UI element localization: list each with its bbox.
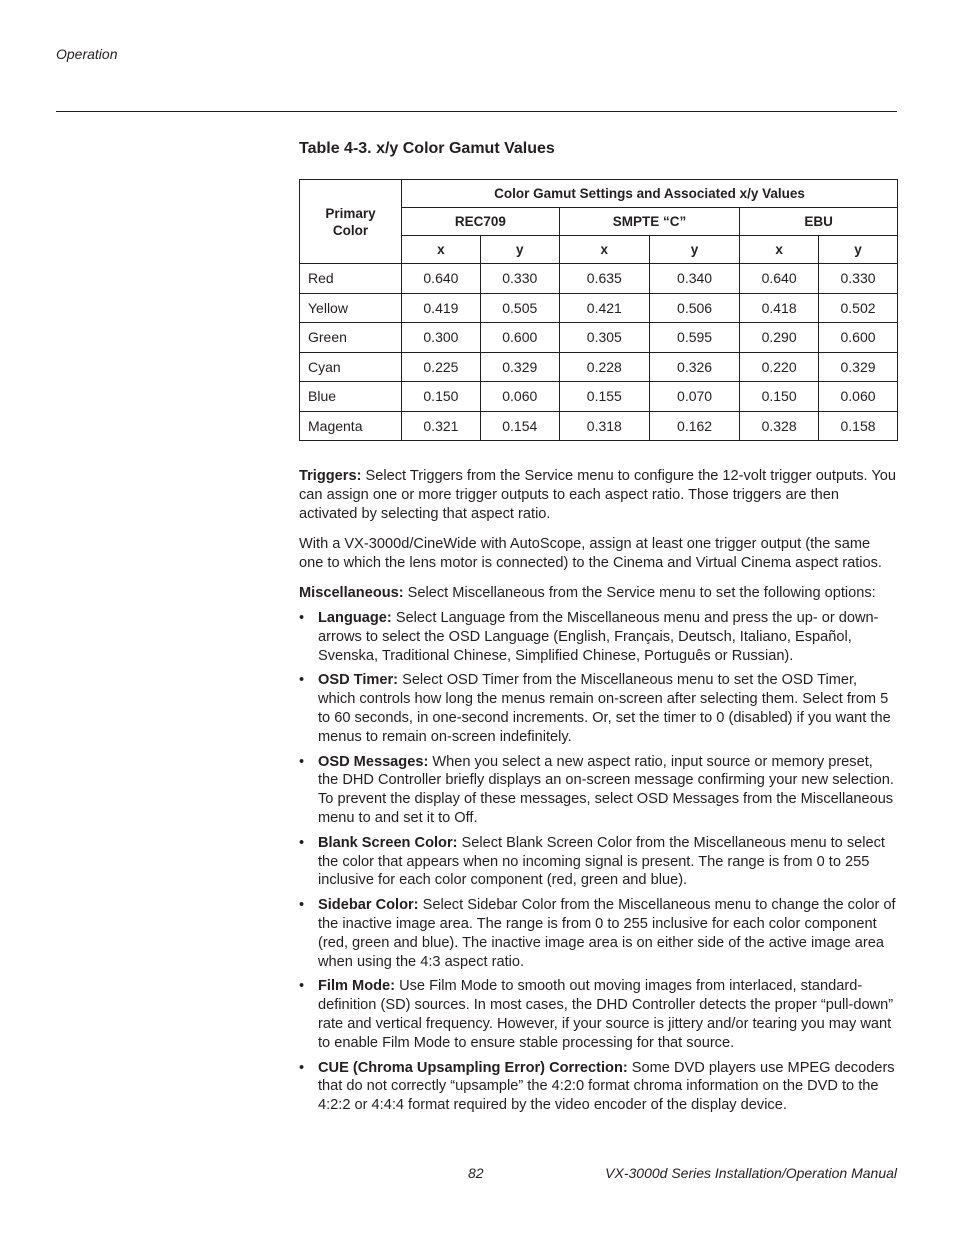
color-name-cell: Magenta xyxy=(300,411,402,441)
color-name-cell: Green xyxy=(300,323,402,353)
value-cell: 0.635 xyxy=(559,264,649,294)
value-cell: 0.418 xyxy=(740,293,819,323)
list-item xyxy=(299,753,897,828)
table-row xyxy=(300,411,898,441)
value-cell: 0.318 xyxy=(559,411,649,441)
standard-header-rec709: REC709 xyxy=(402,208,560,236)
option-text: Select Blank Screen Color from the Miscellaneous menu to select the color that appears when no incoming signal is present. The range is from 0 to 255 inclusive for each color component (red, green and blue). xyxy=(318,834,885,889)
axis-header: y xyxy=(819,236,898,264)
value-cell: 0.305 xyxy=(559,323,649,353)
running-header: Operation xyxy=(56,46,118,62)
axis-header: x xyxy=(402,236,481,264)
color-gamut-table xyxy=(299,179,898,441)
list-item xyxy=(299,977,897,1052)
table-row xyxy=(300,352,898,382)
option-label: Film Mode: xyxy=(318,978,396,995)
bullet-icon: • xyxy=(299,753,305,770)
value-cell: 0.154 xyxy=(480,411,559,441)
page-number: 82 xyxy=(468,1165,484,1181)
bullet-icon: • xyxy=(299,610,305,626)
value-cell: 0.502 xyxy=(819,293,898,323)
option-label: Sidebar Color: xyxy=(318,897,419,914)
axis-header: y xyxy=(649,236,739,264)
option-label: OSD Messages: xyxy=(318,753,429,770)
color-name-cell: Yellow xyxy=(300,293,402,323)
value-cell: 0.419 xyxy=(402,293,481,323)
standard-header-smpte-c: SMPTE “C” xyxy=(559,208,740,236)
table-caption: Table 4-3. x/y Color Gamut Values xyxy=(299,140,555,157)
standard-header-ebu: EBU xyxy=(740,208,898,236)
option-text: Some DVD players use MPEG decoders that do not correctly “upsample” the 4:2:0 format chroma information on the DVD to the 4:2:2 or 4:4:4 format required by the video encoder of the display device. xyxy=(318,1059,895,1114)
value-cell: 0.329 xyxy=(480,352,559,382)
value-cell: 0.290 xyxy=(740,323,819,353)
value-cell: 0.506 xyxy=(649,293,739,323)
option-label: Language: xyxy=(318,610,392,626)
value-cell: 0.600 xyxy=(480,323,559,353)
bullet-icon: • xyxy=(299,834,305,851)
value-cell: 0.070 xyxy=(649,382,739,412)
color-name-cell: Red xyxy=(300,264,402,294)
value-cell: 0.330 xyxy=(819,264,898,294)
value-cell: 0.060 xyxy=(819,382,898,412)
page-content xyxy=(299,140,897,1121)
primary-color-header-line2: Color xyxy=(332,222,369,238)
gamut-group-header: Color Gamut Settings and Associated x/y Values xyxy=(402,180,898,208)
option-label: CUE (Chroma Upsampling Error) Correction: xyxy=(318,1059,628,1076)
value-cell: 0.150 xyxy=(740,382,819,412)
triggers-text: Select Triggers from the Service menu to configure the 12-volt trigger outputs. You can assign one or more trigger outputs to each aspect ratio. Those triggers are then activated by selecting that aspect ratio. xyxy=(299,468,897,522)
value-cell: 0.158 xyxy=(819,411,898,441)
primary-color-header-line1: Primary xyxy=(325,205,376,221)
value-cell: 0.228 xyxy=(559,352,649,382)
axis-header: x xyxy=(559,236,649,264)
option-label: OSD Timer: xyxy=(318,672,399,689)
list-item xyxy=(299,609,897,665)
value-cell: 0.329 xyxy=(819,352,898,382)
option-text: Select Sidebar Color from the Miscellaneous menu to change the color of the inactive image area. The range is from 0 to 255 inclusive for each color component (red, green and blue). The inactive image area is on either side of the active image area when using the 4:3 aspect ratio. xyxy=(318,897,896,970)
color-name-cell: Cyan xyxy=(300,352,402,382)
bullet-icon: • xyxy=(299,1059,305,1076)
table-row xyxy=(300,264,898,294)
miscellaneous-paragraph xyxy=(299,584,897,603)
table-row xyxy=(300,382,898,412)
value-cell: 0.162 xyxy=(649,411,739,441)
bullet-icon: • xyxy=(299,897,305,914)
axis-header: y xyxy=(480,236,559,264)
value-cell: 0.640 xyxy=(402,264,481,294)
value-cell: 0.640 xyxy=(740,264,819,294)
color-name-cell: Blue xyxy=(300,382,402,412)
cinewide-paragraph: With a VX-3000d/CineWide with AutoScope, assign at least one trigger output (the same one to which the lens motor is connected) to the Cinema and Virtual Cinema aspect ratios. xyxy=(299,536,882,571)
manual-title: VX-3000d Series Installation/Operation Manual xyxy=(605,1165,897,1181)
value-cell: 0.300 xyxy=(402,323,481,353)
table-row xyxy=(300,323,898,353)
header-divider xyxy=(56,111,897,112)
value-cell: 0.225 xyxy=(402,352,481,382)
miscellaneous-label: Miscellaneous: xyxy=(299,585,404,601)
bullet-icon: • xyxy=(299,672,305,689)
value-cell: 0.326 xyxy=(649,352,739,382)
axis-header: x xyxy=(740,236,819,264)
miscellaneous-text: Select Miscellaneous from the Service menu to set the following options: xyxy=(403,585,876,601)
option-text: Select Language from the Miscellaneous menu and press the up- or down-arrows to select the OSD Language (English, Français, Deutsch, Italiano, Español, Svenska, Traditional Chinese, Simplified Chinese, Português or Russian). xyxy=(318,610,879,664)
value-cell: 0.321 xyxy=(402,411,481,441)
value-cell: 0.150 xyxy=(402,382,481,412)
option-text: Use Film Mode to smooth out moving images from interlaced, standard-definition (SD) sources. In most cases, the DHD Controller detects the proper “pull-down” rate and vertical frequency. However, if your source is jittery and/or tearing you may want to enable Film Mode to ensure stable processing for that source. xyxy=(318,978,894,1051)
value-cell: 0.060 xyxy=(480,382,559,412)
value-cell: 0.505 xyxy=(480,293,559,323)
value-cell: 0.328 xyxy=(740,411,819,441)
value-cell: 0.330 xyxy=(480,264,559,294)
value-cell: 0.155 xyxy=(559,382,649,412)
value-cell: 0.421 xyxy=(559,293,649,323)
value-cell: 0.220 xyxy=(740,352,819,382)
list-item xyxy=(299,896,897,971)
list-item xyxy=(299,834,897,890)
options-list xyxy=(299,609,897,1115)
value-cell: 0.595 xyxy=(649,323,739,353)
list-item xyxy=(299,1059,897,1115)
value-cell: 0.600 xyxy=(819,323,898,353)
table-row xyxy=(300,293,898,323)
triggers-label: Triggers: xyxy=(299,468,362,484)
triggers-paragraph xyxy=(299,467,897,524)
primary-color-header xyxy=(300,180,402,264)
bullet-icon: • xyxy=(299,978,305,995)
option-text: When you select a new aspect ratio, input source or memory preset, the DHD Controller briefly displays an on-screen message confirming your new selection. To prevent the display of these messages, select OSD Messages from the Miscellaneous menu to and set it to Off. xyxy=(318,753,894,826)
option-label: Blank Screen Color: xyxy=(318,834,458,851)
value-cell: 0.340 xyxy=(649,264,739,294)
list-item xyxy=(299,671,897,746)
option-text: Select OSD Timer from the Miscellaneous menu to set the OSD Timer, which controls how long the menus remain on-screen after selecting them. Select from 5 to 60 seconds, in one-second increments. Or, set the timer to 0 (disabled) if you want the menus to remain on-screen indefinitely. xyxy=(318,672,891,745)
